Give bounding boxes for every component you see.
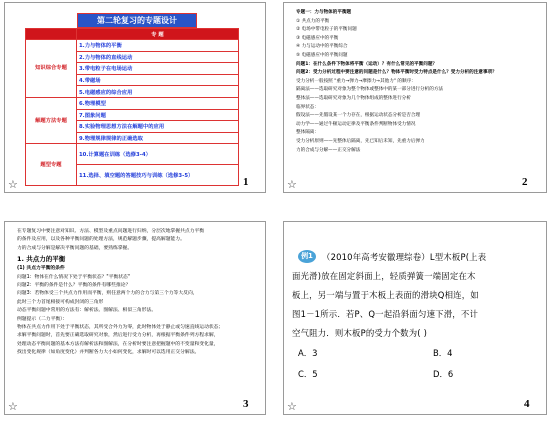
category-cell: 解题方法专题 xyxy=(26,97,77,143)
text-line: 问题2：受力分析过程中要注意的问题是什么？物体平衡时受力特点是什么？受力分析的注意事项？ xyxy=(296,70,497,76)
text-line: 专题一：力与物体的平衡题 xyxy=(296,10,352,15)
answer-options xyxy=(298,343,532,385)
header-right-cell: 专 题 xyxy=(77,29,239,40)
text-line: 力的合成与分解——正交分解法 xyxy=(296,147,361,153)
page-number: 1 xyxy=(243,176,249,188)
text-line: 整体法——选取研究对象为几个物体组成的整体进行分析 xyxy=(296,95,411,101)
slide-star-icon: ☆ xyxy=(8,400,18,413)
text-line: 动态平衡问题中常用的方法有：解析法、图解法、相似三角形法。 xyxy=(17,308,157,314)
slide-star-icon: ☆ xyxy=(287,178,297,191)
text-line: 的条件及应用，以及各种平衡问题的处理方法，规范解题步骤，提高解题能力。 xyxy=(17,237,185,243)
text-line: 处理动态平衡问题的基本方法有解析法和图解法，在分析时要注意把握题中的不变量和变化量， xyxy=(17,341,219,347)
text-line: 问题1：在什么条件下物体将平衡（运动）？有什么常见的平衡问题？ xyxy=(296,61,438,67)
table-row xyxy=(26,97,239,109)
category-cell: 题型专题 xyxy=(26,144,77,186)
text-line: 受力分析原则——先整体后隔离，先已知后未知，先重力后弹力 xyxy=(296,138,425,144)
text-line: ⑤ 电磁感应中的平衡问题 xyxy=(296,52,348,58)
section-heading: 1. 共点力的平衡 xyxy=(17,255,66,264)
text-line: 整体隔离： xyxy=(296,130,319,136)
question-line: 空气阻力．则木板P的受力个数为( ) xyxy=(292,328,428,338)
text-line: ③ 电磁感应中的平衡 xyxy=(296,35,339,41)
topic-cell: 4.带磁场 xyxy=(77,74,239,86)
text-line: ① 共点力的平衡 xyxy=(296,18,330,24)
text-line: ④ 力与运动中的平衡综合 xyxy=(296,44,348,50)
slide-4[interactable] xyxy=(283,221,547,415)
page-number: 4 xyxy=(524,398,530,410)
topic-cell: 10.计算题在训练（选修3-4） xyxy=(77,144,239,165)
options-row xyxy=(298,364,532,385)
slide-star-icon: ☆ xyxy=(8,178,18,191)
question-text xyxy=(292,248,540,343)
text-line: 力的合成与分解是解决平衡问题的基础，要熟练掌握。 xyxy=(17,245,133,251)
text-line: 在专题复习中要注意对知识、方法、模型及重点问题进行归纳，分层次地掌握共点力平衡 xyxy=(17,229,205,234)
topic-cell: 5.电磁感应的综合应用 xyxy=(77,86,239,98)
text-line: 假设法——先假设某一个力存在，根据运动状态分析是否合理 xyxy=(296,113,421,119)
option-b[interactable]: B．4 xyxy=(433,348,453,358)
question-line: 图1－1所示．若P、Q一起沿斜面匀速下滑，不计 xyxy=(292,309,479,319)
header-left-cell xyxy=(26,29,77,40)
option-c[interactable]: C．5 xyxy=(298,369,318,379)
slide-2[interactable] xyxy=(283,2,547,193)
page-number: 3 xyxy=(243,398,249,410)
text-line: 问题2：平衡的条件是什么？平衡的条件有哪些推论？ xyxy=(17,283,131,289)
options-row xyxy=(298,343,532,364)
slide-1-title: 第二轮复习的专题设计 xyxy=(77,13,197,28)
topic-cell: 7.图象问题 xyxy=(77,109,239,121)
option-d[interactable]: D．6 xyxy=(433,369,454,379)
text-line: 问题3：若物体受三个共点力作用而平衡，则任意两个力的合力与第三个力等大反向， xyxy=(17,291,198,297)
question-line: 板上，另一端与置于木板上表面的滑块Q相连，如 xyxy=(292,290,479,300)
slide-3[interactable] xyxy=(4,221,266,415)
text-line: ② 电场中带电粒子的平衡问题 xyxy=(296,27,357,33)
option-a[interactable]: A．3 xyxy=(298,348,318,358)
category-cell: 知识综合专题 xyxy=(26,40,77,98)
text-line: 例题提示（二力平衡）： xyxy=(17,316,68,322)
text-line: 物体在共点力作用下处于平衡状态，其所受合外力为零，此时物体处于静止或匀速直线运动状态； xyxy=(17,325,224,331)
question-line: 面光滑)放在固定斜面上，轻质弹簧一端固定在木 xyxy=(292,271,476,281)
table-row xyxy=(26,40,239,52)
text-line: 受力分析一般按照 "重力→弹力→摩擦力→其他力" 的顺序： xyxy=(296,78,416,84)
table-header-row xyxy=(26,29,239,40)
slide-2-body xyxy=(296,9,536,155)
slide-3-body xyxy=(17,228,253,358)
topic-cell: 1.力与物体的平衡 xyxy=(77,40,239,52)
slide-star-icon: ☆ xyxy=(287,400,297,413)
text-line: 找出变化规律（如角度变化）并判断各力大小如何变化，求解时可以选用正交分解法。 xyxy=(17,350,200,356)
topic-cell: 8.实验物理思想方法在解题中的应用 xyxy=(77,121,239,133)
topic-cell: 9.物理规律规律的正确选取 xyxy=(77,132,239,144)
text-line: 隔离法——选取研究对象为整个物体或整体中的某一部分进行分析的方法 xyxy=(296,87,444,93)
table-row xyxy=(26,144,239,165)
text-line: 临界状态： xyxy=(296,104,319,110)
topic-cell: 11.选择、填空题的答题技巧与训练（选修3-5） xyxy=(77,165,239,186)
topic-table xyxy=(25,28,239,186)
sub-heading: (1) 共点力平衡的条件 xyxy=(17,266,65,272)
topic-cell: 6.物理模型 xyxy=(77,97,239,109)
slide-1[interactable] xyxy=(4,2,266,193)
text-line: 求解平衡问题时，首先要正确选取研究对象，然后进行受力分析，再根据平衡条件列方程求解， xyxy=(17,333,219,339)
topic-cell: 2.力与物体的直线运动 xyxy=(77,51,239,63)
text-line: 动力学——通过牛顿运动定律及平衡条件判断物体受力情况 xyxy=(296,121,416,127)
text-line: 此时三个力首尾相接可构成封闭的三角形 xyxy=(17,299,104,305)
text-line: 问题1：物体在什么情况下处于平衡状态？"平衡状态" xyxy=(17,274,130,280)
page-number: 2 xyxy=(522,176,528,188)
example-badge-icon: 例1 xyxy=(298,250,316,263)
question-line: （2010年高考安徽理综卷）L型木板P(上表 xyxy=(322,252,487,262)
topic-cell: 3.带电粒子在电场运动 xyxy=(77,63,239,75)
